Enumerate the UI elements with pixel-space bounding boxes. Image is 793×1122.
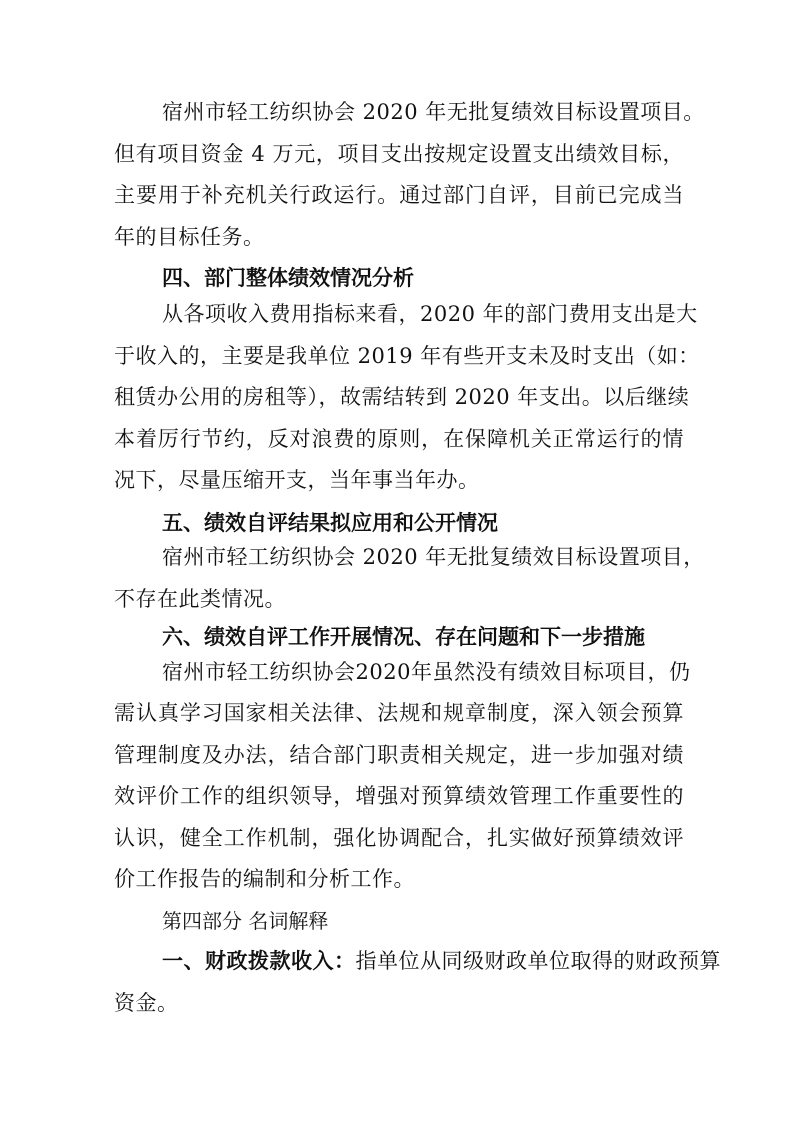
paragraph-line: 效评价工作的组织领导，增强对预算绩效管理工作重要性的 xyxy=(114,784,684,808)
paragraph-line: 但有项目资金 4 万元，项目支出按规定设置支出绩效目标， xyxy=(114,142,684,166)
section-heading: 五、绩效自评结果拟应用和公开情况 xyxy=(162,511,498,535)
part-title: 第四部分 名词解释 xyxy=(162,909,329,933)
paragraph-line: 不存在此类情况。 xyxy=(114,587,286,611)
section-heading: 六、绩效自评工作开展情况、存在问题和下一步措施 xyxy=(162,625,645,649)
definition-line xyxy=(162,946,721,976)
paragraph-line: 管理制度及办法，结合部门职责相关规定，进一步加强对绩 xyxy=(114,743,684,767)
paragraph-line: 宿州市轻工纺织协会 2020 年无批复绩效目标设置项目， xyxy=(162,545,705,569)
definition-text: 指单位从同级财政单位取得的财政预算 xyxy=(355,949,721,973)
paragraph-line: 需认真学习国家相关法律、法规和规章制度，深入领会预算 xyxy=(114,701,684,725)
definition-term: 一、财政拨款收入： xyxy=(162,949,356,973)
paragraph-line: 资金。 xyxy=(114,991,179,1015)
paragraph-line: 宿州市轻工纺织协会2020年虽然没有绩效目标项目，仍 xyxy=(162,660,691,684)
paragraph-line: 本着厉行节约，反对浪费的原则，在保障机关正常运行的情 xyxy=(114,427,684,451)
paragraph-line: 认识，健全工作机制，强化协调配合，扎实做好预算绩效评 xyxy=(114,826,684,850)
paragraph-line: 况下，尽量压缩开支，当年事当年办。 xyxy=(114,468,480,492)
paragraph-line: 从各项收入费用指标来看，2020 年的部门费用支出是大 xyxy=(162,302,698,326)
paragraph-line: 于收入的，主要是我单位 2019 年有些开支未及时支出（如： xyxy=(114,344,700,368)
paragraph-line: 租赁办公用的房租等），故需结转到 2020 年支出。以后继续 xyxy=(114,385,690,409)
paragraph-line: 价工作报告的编制和分析工作。 xyxy=(114,867,415,891)
paragraph-line: 宿州市轻工纺织协会 2020 年无批复绩效目标设置项目。 xyxy=(162,100,705,124)
paragraph-line: 主要用于补充机关行政运行。通过部门自评，目前已完成当 xyxy=(114,183,684,207)
paragraph-line: 年的目标任务。 xyxy=(114,225,265,249)
section-heading: 四、部门整体绩效情况分析 xyxy=(162,266,414,290)
